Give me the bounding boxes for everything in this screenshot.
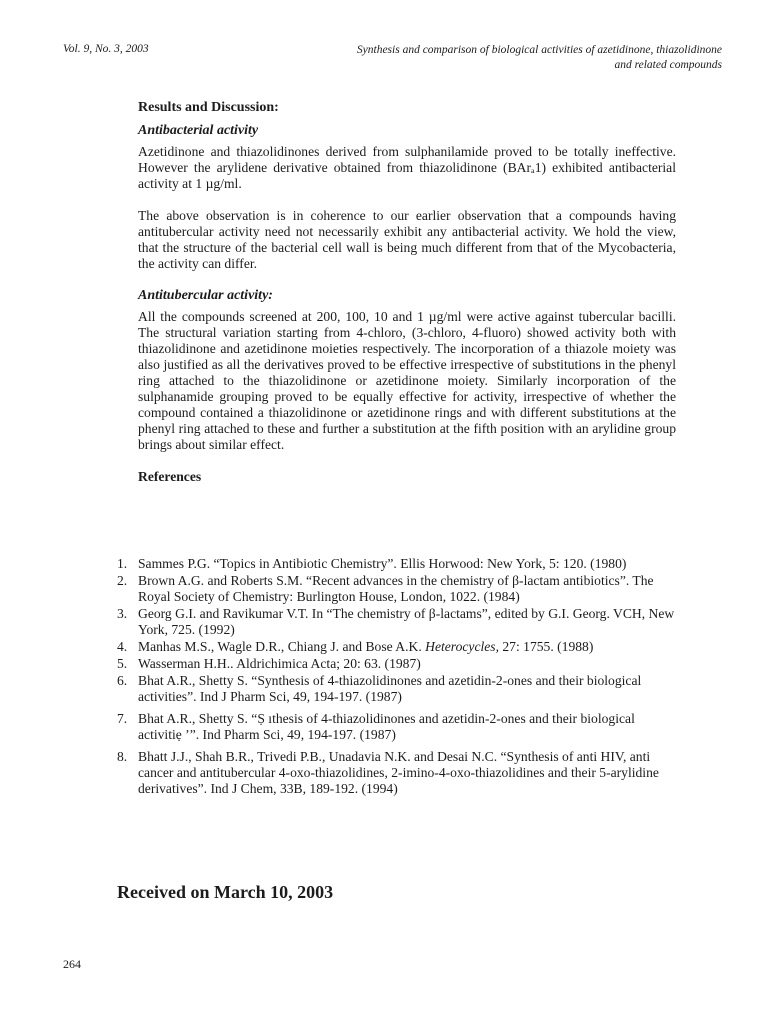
reference-list [117, 556, 677, 798]
reference-number: 7. [117, 711, 128, 726]
reference-text [138, 639, 677, 655]
page-number: 264 [63, 957, 81, 971]
reference-item [117, 711, 677, 743]
reference-text: Georg G.I. and Ravikumar V.T. In “The chemistry of β-lactams”, edited by G.I. Georg. VCH, New York, 725. (1992) [138, 606, 675, 637]
antitubercular-heading: Antitubercular activity: [138, 288, 273, 303]
reference-number: 8. [117, 749, 128, 764]
results-discussion-heading: Results and Discussion: [138, 100, 279, 115]
reference-text-citation: 27: 1755. (1988) [498, 639, 594, 654]
reference-text: Brown A.G. and Roberts S.M. “Recent advances in the chemistry of β-lactam antibiotics”. The Royal Society of Chemistry: Burlington House, London, 1022. (1984) [138, 573, 654, 604]
reference-text: Sammes P.G. “Topics in Antibiotic Chemistry”. Ellis Horwood: New York, 5: 120. (1980) [138, 556, 627, 571]
antitubercular-paragraph: All the compounds screened at 200, 100, 10 and 1 µg/ml were active against tubercular bacilli. The structural variation starting from 4-chloro, (3-chloro, 4-fluoro) showed activity both with thiazolidinone and azetidinone moieties respectively. The incorporation of a thiazole moiety was also justified as all the derivatives proved to be effective irrespective of substitutions in the phenyl ring attached to the thiazolidinone or azetidinone moiety. Similarly incorporation of the sulphanamide grouping proved to be equally effective for activity, irrespective of whether the compound contained a thiazolidinone or azetidinone rings and with different substitutions at the phenyl ring attached to these and further a substitution at the fifth position with an arylidine group brings about similar effect. [138, 309, 676, 452]
reference-item [117, 556, 677, 572]
antibacterial-paragraph-2: The above observation is in coherence to our earlier observation that a compounds having antitubercular activity need not necessarily exhibit any antibacterial activity. We hold the view, that the structure of the bacterial cell wall is being much different from that of the Mycobacteria, the activity can differ. [138, 208, 676, 271]
reference-text: Bhat A.R., Shetty S. “Synthesis of 4-thiazolidinones and azetidin-2-ones and their biological activities”. Ind J Pharm Sci, 49, 194-197. (1987) [138, 673, 642, 704]
antibacterial-paragraph-1: Azetidinone and thiazolidinones derived from sulphanilamide proved to be totally ineffective. However the arylidene derivative obtained from thiazolidinone (BArₐ1) exhibited antibacterial activity at 1 µg/ml. [138, 144, 676, 191]
reference-number: 3. [117, 606, 128, 621]
running-header-title [252, 43, 722, 73]
reference-text-authors: Manhas M.S., Wagle D.R., Chiang J. and Bose A.K. [138, 639, 426, 654]
reference-number: 5. [117, 656, 128, 671]
article-body [138, 100, 676, 491]
reference-text: Wasserman H.H.. Aldrichimica Acta; 20: 63. (1987) [138, 656, 421, 671]
references-heading: References [138, 469, 202, 484]
reference-text: Bhat A.R., Shetty S. “Ṣ ıthesis of 4-thiazolidinones and azetidin-2-ones and their biological activitiẹ ʼ”. Ind Pharm Sci, 49, 194-197. (1987) [138, 711, 635, 742]
running-header-title-line2: and related compounds [614, 59, 722, 71]
received-date: Received on March 10, 2003 [117, 882, 334, 902]
reference-number: 6. [117, 673, 128, 688]
reference-item [117, 639, 677, 655]
reference-journal-title: Heterocycles, [425, 639, 499, 654]
reference-item [117, 656, 677, 672]
reference-number: 1. [117, 556, 128, 571]
reference-item [117, 749, 677, 797]
reference-item [117, 573, 677, 605]
reference-number: 4. [117, 639, 128, 654]
reference-number: 2. [117, 573, 128, 588]
reference-item [117, 673, 677, 705]
running-header-volume: Vol. 9, No. 3, 2003 [63, 43, 149, 55]
reference-item [117, 606, 677, 638]
reference-text: Bhatt J.J., Shah B.R., Trivedi P.B., Unadavia N.K. and Desai N.C. “Synthesis of anti HIV, anti cancer and antitubercular 4-oxo-thiazolidines, 2-imino-4-oxo-thiazolidines and their 5-arylidine derivatives”. Ind J Chem, 33B, 189-192. (1994) [138, 749, 659, 796]
antibacterial-heading: Antibacterial activity [138, 123, 259, 138]
running-header-title-line1: Synthesis and comparison of biological activities of azetidinone, thiazolidinone [356, 44, 722, 56]
